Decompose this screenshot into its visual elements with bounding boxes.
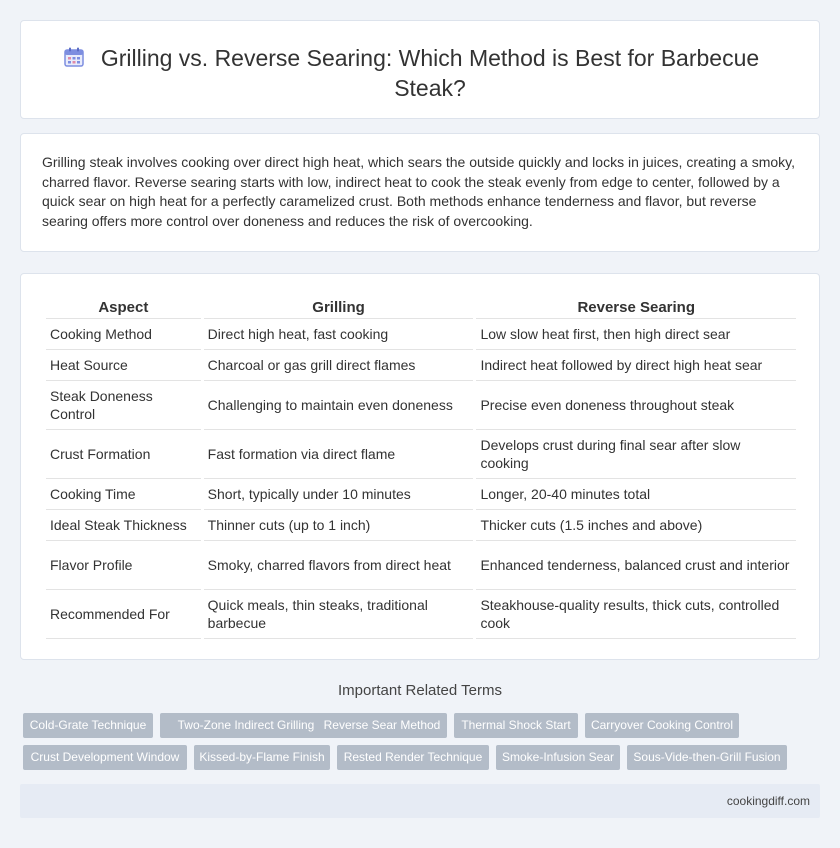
reverse-searing-cell: Precise even doneness throughout steak xyxy=(476,381,796,430)
related-term-tag[interactable]: Sous-Vide-then-Grill Fusion xyxy=(627,745,787,770)
grilling-cell: Thinner cuts (up to 1 inch) xyxy=(204,510,474,541)
site-name[interactable]: cookingdiff.com xyxy=(726,794,810,808)
table-row xyxy=(46,590,796,639)
table-header-row xyxy=(46,294,796,319)
header-reverse-searing: Reverse Searing xyxy=(476,294,796,319)
reverse-searing-cell: Develops crust during final sear after slow cooking xyxy=(476,430,796,479)
intro-card xyxy=(20,133,820,252)
related-term-tag[interactable]: Cold-Grate Technique xyxy=(23,713,153,738)
aspect-cell: Heat Source xyxy=(46,350,201,381)
header-aspect: Aspect xyxy=(46,294,201,319)
comparison-table-card xyxy=(20,273,820,660)
aspect-cell: Steak Doneness Control xyxy=(46,381,201,430)
table-row xyxy=(46,319,796,350)
aspect-cell: Recommended For xyxy=(46,590,201,639)
aspect-cell: Crust Formation xyxy=(46,430,201,479)
reverse-searing-cell: Indirect heat followed by direct high heat sear xyxy=(476,350,796,381)
related-term-tag[interactable]: Thermal Shock Start xyxy=(454,713,578,738)
aspect-cell: Flavor Profile xyxy=(46,541,201,590)
aspect-cell: Ideal Steak Thickness xyxy=(46,510,201,541)
footer xyxy=(20,784,820,818)
table-row xyxy=(46,479,796,510)
table-row xyxy=(46,381,796,430)
reverse-searing-cell: Steakhouse-quality results, thick cuts, controlled cook xyxy=(476,590,796,639)
table-row xyxy=(46,541,796,590)
intro-paragraph: Grilling steak involves cooking over direct high heat, which sears the outside quickly and locks in juices, creating a smoky, charred flavor. Reverse searing starts with low, indirect heat to cook the steak evenly from edge to center, followed by a quick sear on high heat for a perfectly caramelized crust. Both methods enhance tenderness and flavor, but reverse searing offers more control over doneness and reduces the risk of overcooking. xyxy=(42,154,795,229)
related-term-tag[interactable]: Two-Zone Indirect Grilling xyxy=(160,713,332,738)
table-row xyxy=(46,430,796,479)
grilling-cell: Smoky, charred flavors from direct heat xyxy=(204,541,474,590)
reverse-searing-cell: Thicker cuts (1.5 inches and above) xyxy=(476,510,796,541)
header-grilling: Grilling xyxy=(204,294,474,319)
page-title: Grilling vs. Reverse Searing: Which Method is Best for Barbecue Steak? xyxy=(100,45,760,101)
grilling-cell: Challenging to maintain even doneness xyxy=(204,381,474,430)
grilling-cell: Fast formation via direct flame xyxy=(204,430,474,479)
related-term-tag[interactable]: Smoke-Infusion Sear xyxy=(496,745,620,770)
aspect-cell: Cooking Method xyxy=(46,319,201,350)
aspect-cell: Cooking Time xyxy=(46,479,201,510)
related-term-tag[interactable]: Rested Render Technique xyxy=(337,745,489,770)
grilling-cell: Direct high heat, fast cooking xyxy=(204,319,474,350)
table-row xyxy=(46,510,796,541)
table-row xyxy=(46,350,796,381)
grilling-cell: Charcoal or gas grill direct flames xyxy=(204,350,474,381)
grilling-cell: Short, typically under 10 minutes xyxy=(204,479,474,510)
grilling-cell: Quick meals, thin steaks, traditional barbecue xyxy=(204,590,474,639)
reverse-searing-cell: Enhanced tenderness, balanced crust and interior xyxy=(476,541,796,590)
title-card xyxy=(20,20,820,119)
related-term-tag[interactable]: Carryover Cooking Control xyxy=(585,713,739,738)
related-term-tag[interactable]: Kissed-by-Flame Finish xyxy=(194,745,330,770)
reverse-searing-cell: Low slow heat first, then high direct sear xyxy=(476,319,796,350)
related-term-tag[interactable]: Crust Development Window xyxy=(23,745,187,770)
comparison-table xyxy=(43,294,799,639)
reverse-searing-cell: Longer, 20-40 minutes total xyxy=(476,479,796,510)
related-terms-title: Important Related Terms xyxy=(338,682,502,699)
related-term-tag[interactable]: Reverse Sear Method xyxy=(317,713,447,738)
